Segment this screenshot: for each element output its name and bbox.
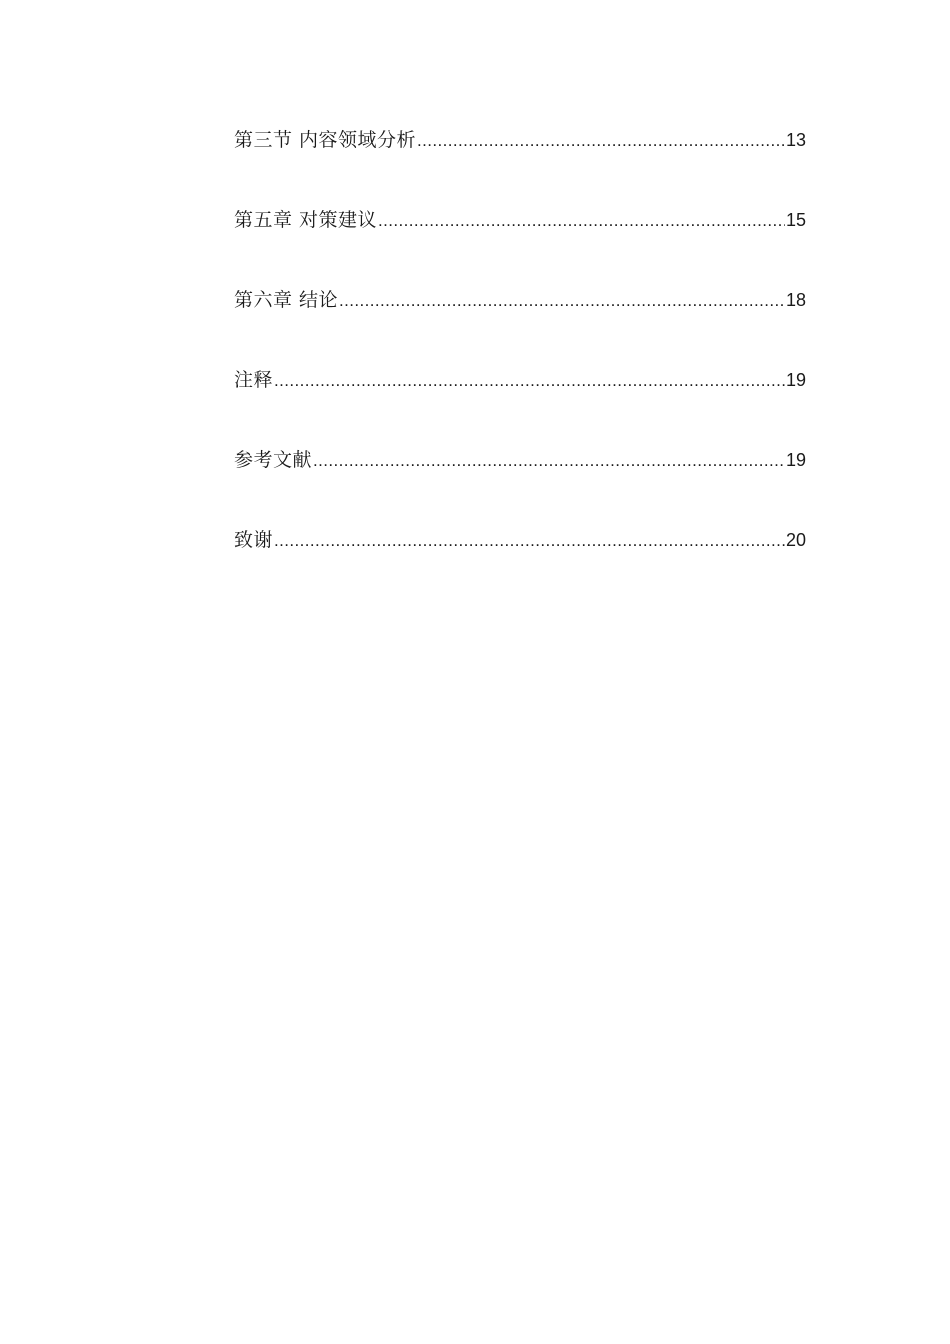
toc-entry-section-3[interactable] xyxy=(234,122,806,202)
toc-entry-page-number: 19 xyxy=(785,450,806,470)
toc-entry-title: 第三节 内容领域分析 xyxy=(234,129,417,151)
toc-entry-title: 参考文献 xyxy=(234,449,313,471)
toc-entry-chapter-6[interactable] xyxy=(234,282,806,362)
toc-entry-acknowledgements[interactable] xyxy=(234,522,806,602)
toc-entry-title: 第六章 结论 xyxy=(234,289,339,311)
toc-dot-leader xyxy=(417,123,785,159)
toc-entry-page-number: 18 xyxy=(785,290,806,310)
toc-dot-leader xyxy=(274,363,785,399)
toc-dot-leader xyxy=(378,203,785,239)
toc-entry-page-number: 19 xyxy=(785,370,806,390)
table-of-contents xyxy=(234,122,806,602)
toc-dot-leader xyxy=(274,523,785,559)
toc-entry-page-number: 13 xyxy=(785,130,806,150)
toc-dot-leader xyxy=(313,443,785,479)
toc-entry-page-number: 15 xyxy=(785,210,806,230)
toc-entry-notes[interactable] xyxy=(234,362,806,442)
toc-entry-title: 致谢 xyxy=(234,529,274,551)
toc-dot-leader xyxy=(339,283,785,319)
toc-entry-title: 注释 xyxy=(234,369,274,391)
toc-entry-title: 第五章 对策建议 xyxy=(234,209,378,231)
toc-entry-chapter-5[interactable] xyxy=(234,202,806,282)
toc-entry-page-number: 20 xyxy=(785,530,806,550)
toc-entry-references[interactable] xyxy=(234,442,806,522)
